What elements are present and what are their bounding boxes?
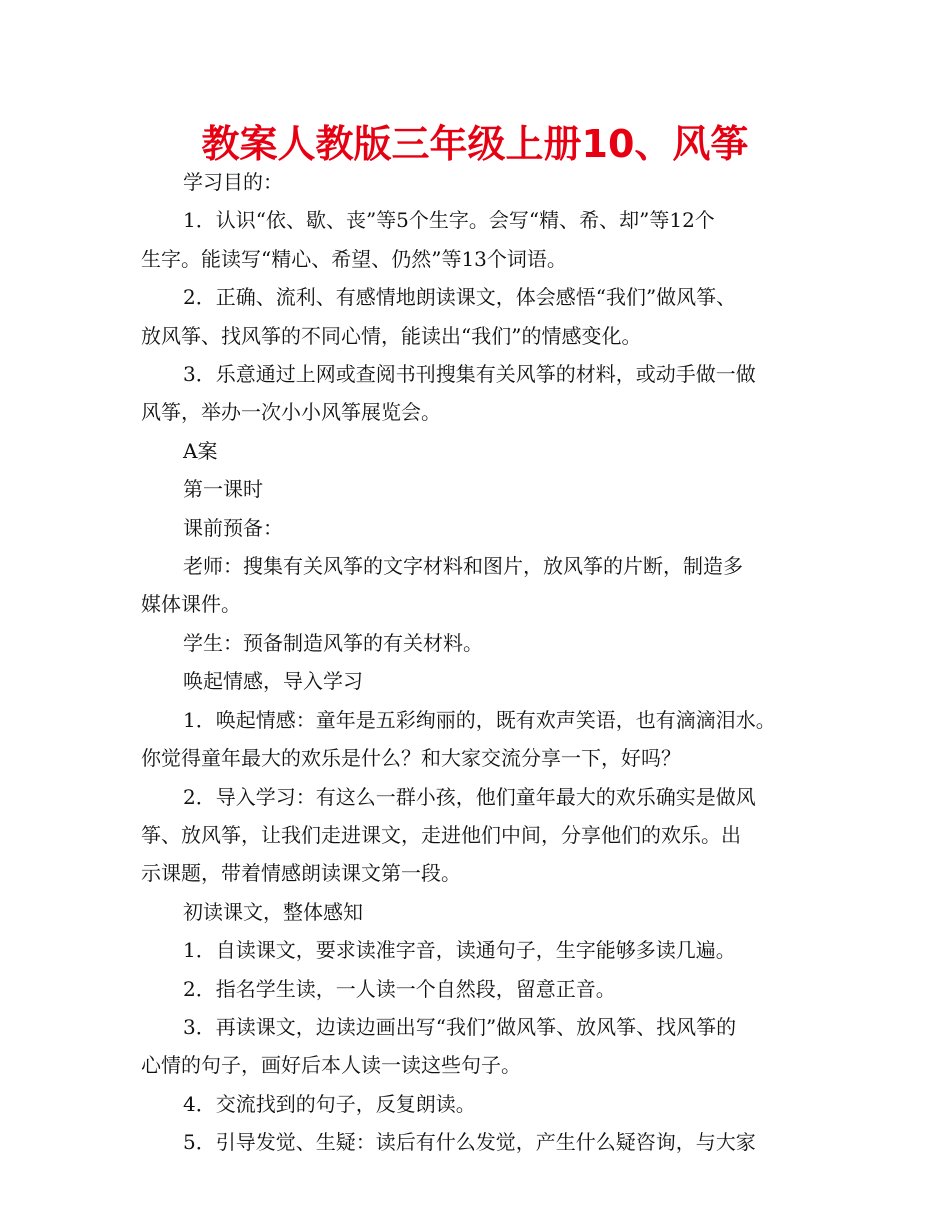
paragraph-line-continuation: 媒体课件。 bbox=[141, 592, 241, 617]
paragraph-line-continuation: 心情的句子，画好后本人读一读这些句子。 bbox=[141, 1053, 521, 1078]
paragraph-line: 学生：预备制造风筝的有关材料。 bbox=[183, 630, 483, 655]
paragraph-line: 4．交流找到的句子，反复朗读。 bbox=[183, 1091, 476, 1116]
paragraph-line: 1．唤起情感：童年是五彩绚丽的，既有欢声笑语，也有滴滴泪水。 bbox=[183, 707, 776, 732]
document-title: 教案人教版三年级上册10、风筝 bbox=[201, 122, 749, 166]
paragraph-line: 3．乐意通过上网或查阅书刊搜集有关风筝的材料，或动手做一做 bbox=[183, 362, 756, 387]
section-heading: A案 bbox=[183, 438, 218, 463]
section-heading: 课前预备： bbox=[183, 515, 283, 540]
section-heading: 唤起情感，导入学习 bbox=[183, 669, 363, 694]
paragraph-line: 2．导入学习：有这么一群小孩，他们童年最大的欢乐确实是做风 bbox=[183, 784, 756, 809]
paragraph-line-continuation: 筝、放风筝，让我们走进课文，走进他们中间，分享他们的欢乐。出 bbox=[141, 822, 741, 847]
paragraph-line-continuation: 风筝，举办一次小小风筝展览会。 bbox=[141, 400, 441, 425]
section-heading: 初读课文，整体感知 bbox=[183, 899, 363, 924]
paragraph-line: 3．再读课文，边读边画出写“我们”做风筝、放风筝、找风筝的 bbox=[183, 1014, 737, 1039]
paragraph-line: 老师：搜集有关风筝的文字材料和图片，放风筝的片断，制造多 bbox=[183, 554, 743, 579]
paragraph-line: 2．指名学生读，一人读一个自然段，留意正音。 bbox=[183, 976, 616, 1001]
paragraph-line: 学习目的： bbox=[183, 170, 283, 194]
document-body bbox=[141, 163, 813, 1162]
paragraph-line-continuation: 你觉得童年最大的欢乐是什么？和大家交流分享一下，好吗？ bbox=[141, 746, 681, 771]
paragraph-line-continuation: 放风筝、找风筝的不同心情，能读出“我们”的情感变化。 bbox=[141, 323, 642, 348]
paragraph-line: 1．认识“依、歇、丧”等5个生字。会写“精、希、却”等12个 bbox=[183, 208, 715, 233]
paragraph-line: 5．引导发觉、生疑：读后有什么发觉，产生什么疑咨询，与大家 bbox=[183, 1130, 756, 1155]
paragraph-line-continuation: 示课题，带着情感朗读课文第一段。 bbox=[141, 861, 461, 886]
paragraph-line-continuation: 生字。能读写“精心、希望、仍然”等13个词语。 bbox=[141, 246, 567, 271]
section-heading: 第一课时 bbox=[183, 477, 263, 502]
paragraph-line: 1．自读课文，要求读准字音，读通句子，生字能够多读几遍。 bbox=[183, 938, 736, 963]
paragraph-line: 2．正确、流利、有感情地朗读课文，体会感悟“我们”做风筝、 bbox=[183, 285, 737, 310]
